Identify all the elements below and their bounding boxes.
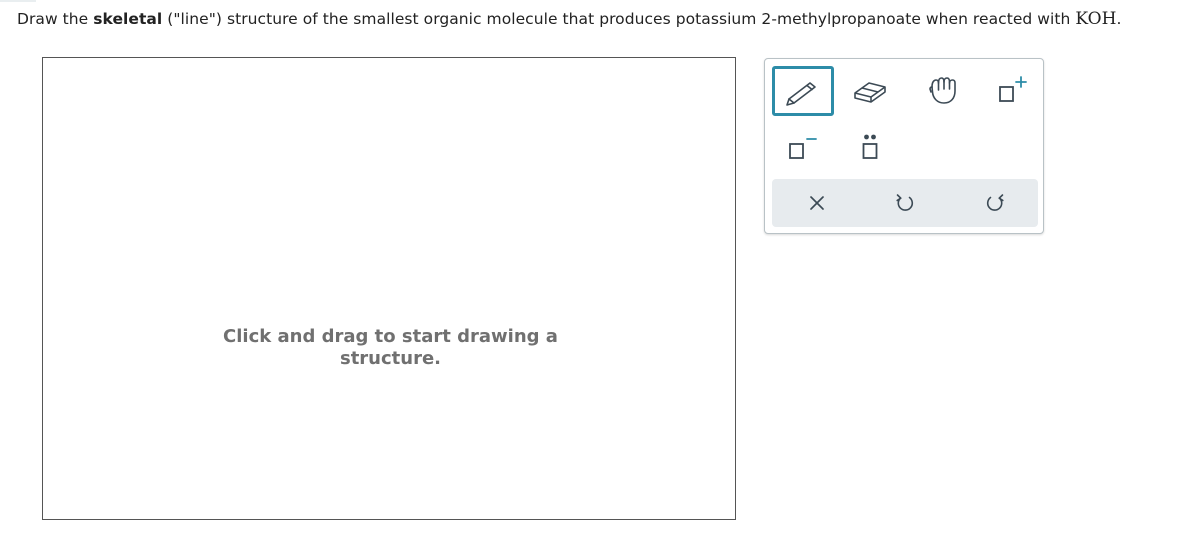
lone-pair-tool-button[interactable]: [847, 125, 893, 169]
clear-button[interactable]: [794, 183, 840, 223]
undo-icon: [894, 192, 916, 214]
clear-icon: [807, 193, 827, 213]
canvas-placeholder: [43, 326, 738, 370]
drawing-canvas[interactable]: [42, 57, 736, 520]
undo-button[interactable]: [882, 183, 928, 223]
drawing-toolbar: [764, 58, 1044, 234]
negative-charge-tool-button[interactable]: [779, 125, 825, 169]
top-accent-bar: [0, 0, 36, 2]
placeholder-line-2: structure.: [339, 348, 442, 369]
positive-charge-icon: [994, 75, 1030, 107]
question-text: [17, 9, 1122, 29]
pencil-icon: [783, 76, 823, 106]
placeholder-line-1: Click and drag to start drawing a: [223, 326, 558, 347]
redo-icon: [984, 192, 1006, 214]
hand-tool-button[interactable]: [921, 69, 967, 113]
action-row: [772, 179, 1038, 227]
hand-icon: [928, 76, 960, 106]
question-middle: ("line") structure of the smallest organic molecule that produces potassium 2-methylpropanoate when reacted with: [162, 10, 1076, 28]
question-formula: KOH: [1075, 9, 1117, 29]
lone-pair-icon: [854, 131, 886, 163]
question-suffix: .: [1116, 10, 1122, 28]
eraser-tool-button[interactable]: [847, 69, 893, 113]
question-bold-term: skeletal: [93, 10, 163, 28]
positive-charge-tool-button[interactable]: [989, 69, 1035, 113]
eraser-icon: [851, 77, 889, 105]
pencil-tool-button[interactable]: [772, 66, 834, 116]
negative-charge-icon: [784, 131, 820, 163]
question-prefix: Draw the: [17, 10, 94, 28]
redo-button[interactable]: [972, 183, 1018, 223]
